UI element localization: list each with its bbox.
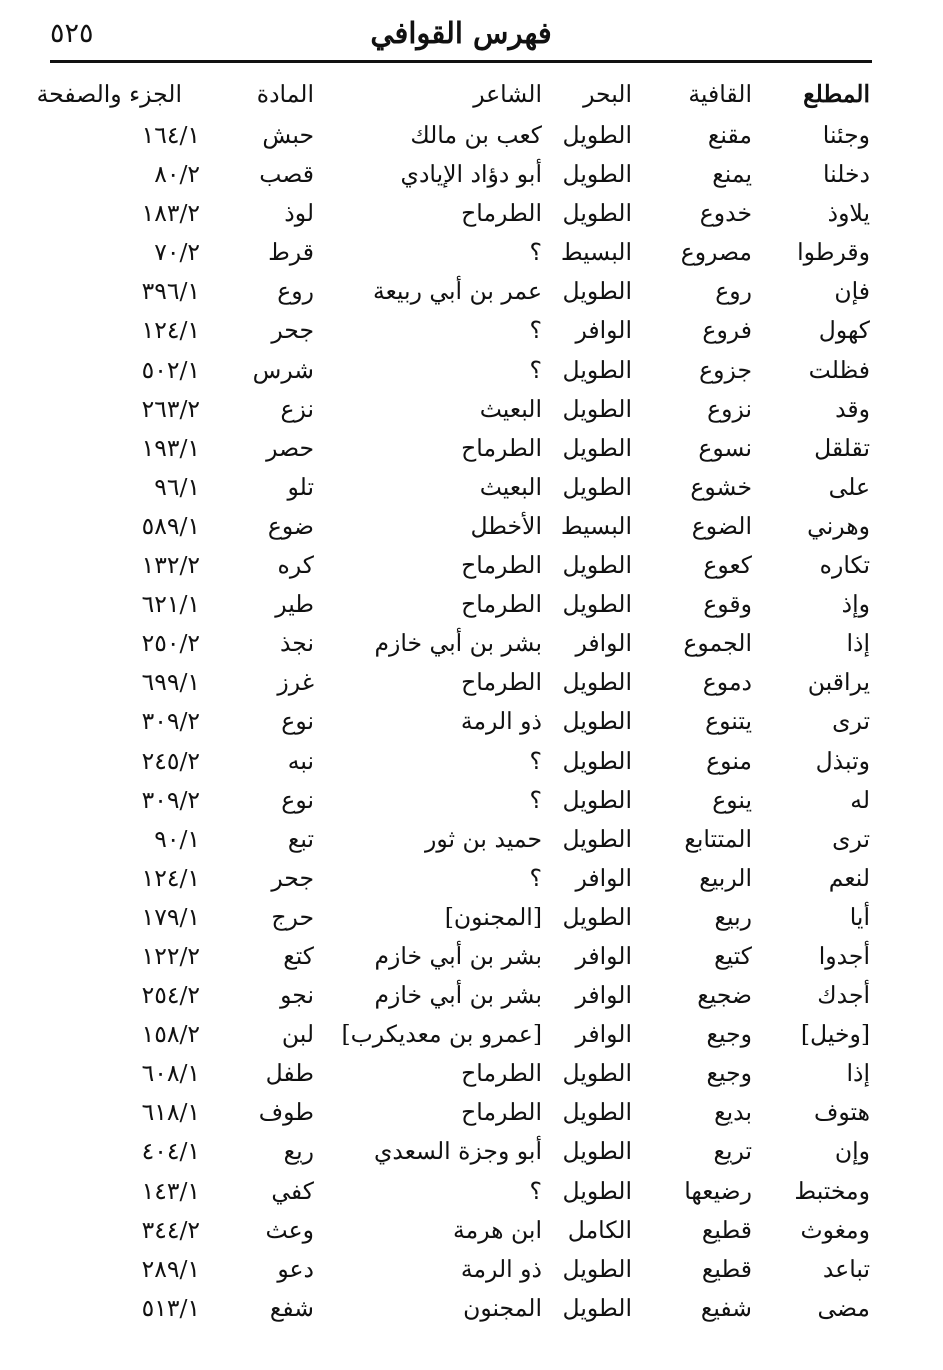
- cell-meter: الوافر: [575, 629, 632, 658]
- column-header-meter: البحر: [583, 80, 632, 108]
- cell-root: دعو: [277, 1254, 314, 1283]
- cell-poet: الطرماح: [461, 551, 542, 580]
- table-row: [50, 429, 872, 468]
- cell-poet: ابن هرمة: [453, 1215, 542, 1244]
- cell-rhyme: قطيع: [701, 1215, 752, 1244]
- cell-volume-page: ٣٤٤/٢: [141, 1215, 200, 1244]
- table-row: [50, 390, 872, 429]
- page-header: [50, 14, 872, 58]
- cell-meter: الوافر: [575, 941, 632, 970]
- cell-volume-page: ٧٠/٢: [154, 238, 200, 267]
- cell-opening: دخلنا: [822, 160, 870, 189]
- cell-meter: الطويل: [562, 1137, 632, 1166]
- cell-poet: عمر بن أبي ربيعة: [373, 277, 542, 306]
- table-row: [50, 194, 872, 233]
- table-row: [50, 820, 872, 859]
- cell-poet: أبو وجزة السعدي: [373, 1137, 542, 1166]
- cell-meter: الطويل: [562, 902, 632, 931]
- cell-meter: الطويل: [562, 355, 632, 384]
- cell-opening: هتوف: [814, 1098, 870, 1127]
- cell-root: حصر: [266, 433, 314, 462]
- cell-rhyme: وجيع: [706, 1020, 752, 1049]
- cell-rhyme: فروع: [702, 316, 752, 345]
- cell-volume-page: ١٢٤/١: [141, 316, 200, 345]
- cell-meter: الطويل: [562, 1293, 632, 1322]
- cell-rhyme: منوع: [706, 746, 752, 775]
- cell-opening: وإن: [834, 1137, 870, 1166]
- cell-volume-page: ١٨٣/٢: [141, 199, 200, 228]
- cell-opening: على: [828, 472, 870, 501]
- cell-poet: الطرماح: [461, 668, 542, 697]
- cell-opening: إذا: [846, 1059, 870, 1088]
- table-header-row: [36, 74, 872, 116]
- cell-root: كتع: [283, 941, 314, 970]
- cell-volume-page: ٦٠٨/١: [141, 1059, 200, 1088]
- cell-rhyme: الربيع: [699, 863, 752, 892]
- table-row: [50, 976, 872, 1015]
- cell-meter: الطويل: [562, 1059, 632, 1088]
- cell-meter: الطويل: [562, 785, 632, 814]
- cell-meter: الطويل: [562, 824, 632, 853]
- cell-root: طير: [275, 590, 314, 619]
- table-row: [50, 468, 872, 507]
- cell-opening: وقرطوا: [797, 238, 870, 267]
- page-number: ٥٢٥: [50, 18, 94, 49]
- cell-volume-page: ٢٥٠/٢: [141, 629, 200, 658]
- cell-opening: وجئنا: [822, 121, 870, 149]
- cell-opening: لنعم: [828, 863, 870, 892]
- cell-meter: الكامل: [567, 1215, 632, 1244]
- table-row: [50, 742, 872, 781]
- cell-rhyme: شفيع: [700, 1293, 752, 1322]
- cell-meter: الطويل: [562, 433, 632, 462]
- cell-meter: الطويل: [562, 472, 632, 501]
- cell-volume-page: ٢٦٣/٢: [141, 394, 200, 423]
- cell-volume-page: ٦٢١/١: [141, 590, 200, 619]
- cell-volume-page: ٦٩٩/١: [141, 668, 200, 697]
- cell-opening: تكاره: [819, 551, 870, 580]
- cell-opening: أجدك: [817, 981, 870, 1010]
- cell-root: شفع: [269, 1293, 314, 1322]
- cell-opening: وهرني: [807, 511, 870, 540]
- cell-poet: بشر بن أبي خازم: [374, 629, 542, 658]
- table-row: [50, 1015, 872, 1054]
- cell-rhyme: قطيع: [701, 1254, 752, 1283]
- cell-poet: [عمرو بن معديكرب]: [341, 1020, 542, 1049]
- table-row: [50, 663, 872, 702]
- cell-meter: الوافر: [575, 863, 632, 892]
- cell-poet: الطرماح: [461, 590, 542, 619]
- cell-poet: ذو الرمة: [460, 1254, 542, 1283]
- table-row: [50, 1172, 872, 1211]
- cell-volume-page: ١٢٤/١: [141, 863, 200, 892]
- column-header-poet: الشاعر: [473, 80, 542, 108]
- column-header-volume-page: الجزء والصفحة: [36, 80, 182, 108]
- cell-meter: الطويل: [562, 1254, 632, 1283]
- cell-rhyme: يمنع: [712, 160, 752, 189]
- cell-volume-page: ١٩٣/١: [141, 433, 200, 462]
- cell-opening: أيا: [849, 902, 870, 931]
- cell-volume-page: ١٤٣/١: [141, 1176, 200, 1205]
- cell-poet: الطرماح: [461, 1059, 542, 1088]
- cell-poet: ؟: [529, 785, 542, 814]
- column-header-root: المادة: [256, 80, 314, 108]
- table-row: [50, 546, 872, 585]
- cell-volume-page: ٥٨٩/١: [141, 511, 200, 540]
- table-row: [50, 233, 872, 272]
- table-row: [50, 624, 872, 663]
- cell-meter: الطويل: [562, 590, 632, 619]
- cell-poet: بشر بن أبي خازم: [374, 981, 542, 1010]
- table-row: [50, 1132, 872, 1171]
- cell-poet: البعيث: [479, 394, 542, 423]
- cell-meter: الطويل: [562, 160, 632, 189]
- cell-meter: الطويل: [562, 277, 632, 306]
- cell-volume-page: ٥٠٢/١: [141, 355, 200, 384]
- cell-meter: الوافر: [575, 1020, 632, 1049]
- cell-root: شرس: [252, 355, 314, 384]
- cell-root: تلو: [287, 472, 314, 501]
- cell-volume-page: ١٦٤/١: [141, 121, 200, 149]
- cell-root: نوع: [281, 785, 314, 814]
- cell-rhyme: الضوع: [691, 511, 752, 540]
- table-row: [50, 311, 872, 350]
- cell-rhyme: خدوع: [699, 199, 752, 228]
- cell-poet: بشر بن أبي خازم: [374, 941, 542, 970]
- cell-poet: البعيث: [479, 472, 542, 501]
- cell-poet: المجنون: [463, 1293, 542, 1322]
- cell-opening: وقد: [835, 394, 870, 423]
- cell-root: طوف: [258, 1098, 314, 1127]
- cell-meter: الطويل: [562, 199, 632, 228]
- table-row: [50, 155, 872, 194]
- cell-meter: البسيط: [560, 511, 632, 540]
- table-row: [50, 1054, 872, 1093]
- cell-root: نزع: [280, 394, 314, 423]
- cell-root: غرز: [277, 668, 314, 697]
- cell-volume-page: ٣٠٩/٢: [141, 785, 200, 814]
- table-row: [50, 1093, 872, 1132]
- cell-volume-page: ٣٩٦/١: [141, 277, 200, 306]
- cell-poet: الطرماح: [461, 433, 542, 462]
- cell-volume-page: ١٧٩/١: [141, 902, 200, 931]
- table-row: [50, 272, 872, 311]
- column-header-opening: المطلع: [803, 80, 870, 108]
- cell-root: نوع: [281, 707, 314, 736]
- cell-root: جحر: [271, 316, 314, 345]
- table-row: [50, 351, 872, 390]
- cell-rhyme: كتيع: [714, 941, 752, 970]
- page-title: فهرس القوافي: [370, 16, 552, 50]
- cell-poet: أبو دؤاد الإيادي: [400, 160, 542, 189]
- cell-opening: كهول: [818, 316, 870, 345]
- cell-root: طفل: [265, 1059, 314, 1088]
- cell-root: روع: [277, 277, 314, 306]
- cell-opening: تقلقل: [814, 433, 870, 462]
- cell-opening: له: [850, 785, 870, 814]
- table-row: [50, 585, 872, 624]
- table-row: [50, 898, 872, 937]
- cell-poet: ؟: [529, 238, 542, 267]
- cell-opening: ترى: [832, 707, 870, 736]
- cell-rhyme: ينوع: [712, 785, 752, 814]
- cell-root: ضوع: [267, 511, 314, 540]
- cell-rhyme: نزوع: [707, 394, 752, 423]
- table-row: [50, 116, 872, 155]
- cell-root: حبش: [262, 121, 314, 149]
- cell-volume-page: ١٢٢/٢: [141, 941, 200, 970]
- cell-poet: ؟: [529, 355, 542, 384]
- table-row: [50, 937, 872, 976]
- cell-opening: ترى: [832, 824, 870, 853]
- cell-rhyme: جزوع: [699, 355, 752, 384]
- cell-volume-page: ٣٠٩/٢: [141, 707, 200, 736]
- cell-rhyme: خشوع: [690, 472, 752, 501]
- cell-rhyme: المتتابع: [684, 824, 752, 853]
- cell-opening: ومختبط: [794, 1176, 870, 1205]
- cell-volume-page: ٩٦/١: [154, 472, 200, 501]
- cell-poet: [المجنون]: [444, 902, 542, 931]
- cell-opening: ومغوث: [800, 1215, 870, 1244]
- cell-root: حرج: [271, 902, 314, 931]
- table-row: [50, 1211, 872, 1250]
- cell-poet: ؟: [529, 1176, 542, 1205]
- cell-opening: يراقبن: [807, 668, 870, 697]
- table-row: [50, 1250, 872, 1289]
- cell-rhyme: نسوع: [698, 433, 752, 462]
- cell-meter: الطويل: [562, 121, 632, 149]
- cell-opening: يلاوذ: [827, 199, 870, 228]
- rhyme-index-table: [36, 74, 872, 1328]
- cell-opening: تباعد: [822, 1254, 870, 1283]
- cell-root: كره: [277, 551, 314, 580]
- cell-meter: الوافر: [575, 981, 632, 1010]
- cell-volume-page: ٨٠/٢: [154, 160, 200, 189]
- cell-opening: وإذ: [841, 590, 870, 619]
- cell-poet: ؟: [529, 316, 542, 345]
- cell-meter: الوافر: [575, 316, 632, 345]
- cell-rhyme: تريع: [713, 1137, 752, 1166]
- cell-poet: كعب بن مالك: [410, 121, 542, 149]
- table-row: [50, 507, 872, 546]
- cell-meter: الطويل: [562, 746, 632, 775]
- cell-rhyme: يتنوع: [705, 707, 752, 736]
- cell-opening: مضى: [817, 1293, 870, 1322]
- table-row: [50, 702, 872, 741]
- column-header-rhyme: القافية: [688, 80, 752, 108]
- cell-root: تبع: [287, 824, 314, 853]
- cell-root: ريع: [283, 1137, 314, 1166]
- cell-rhyme: وقوع: [703, 590, 752, 619]
- cell-rhyme: الجموع: [683, 629, 752, 658]
- table-row: [50, 781, 872, 820]
- cell-meter: الطويل: [562, 551, 632, 580]
- cell-volume-page: ٩٠/١: [154, 824, 200, 853]
- cell-root: قصب: [259, 160, 314, 189]
- cell-volume-page: ٥١٣/١: [141, 1293, 200, 1322]
- cell-opening: إذا: [846, 629, 870, 658]
- cell-opening: وتبذل: [815, 746, 870, 775]
- cell-rhyme: دموع: [702, 668, 752, 697]
- cell-volume-page: ٢٨٩/١: [141, 1254, 200, 1283]
- table-row: [50, 859, 872, 898]
- cell-volume-page: ١٥٨/٢: [141, 1020, 200, 1049]
- cell-volume-page: ٦١٨/١: [141, 1098, 200, 1127]
- table-body: [50, 116, 872, 1328]
- table-row: [50, 1289, 872, 1328]
- cell-meter: الطويل: [562, 394, 632, 423]
- cell-meter: البسيط: [560, 238, 632, 267]
- cell-root: وعث: [265, 1215, 314, 1244]
- cell-poet: الطرماح: [461, 199, 542, 228]
- cell-meter: الطويل: [562, 707, 632, 736]
- cell-poet: ؟: [529, 863, 542, 892]
- cell-root: لبن: [281, 1020, 314, 1049]
- cell-volume-page: ١٣٢/٢: [141, 551, 200, 580]
- cell-poet: ذو الرمة: [460, 707, 542, 736]
- cell-poet: الطرماح: [461, 1098, 542, 1127]
- cell-root: كفي: [271, 1176, 314, 1205]
- cell-root: نجذ: [279, 629, 314, 658]
- cell-rhyme: رضيعها: [684, 1176, 752, 1205]
- cell-opening: [وخيل]: [800, 1020, 870, 1049]
- cell-rhyme: مصروع: [680, 238, 752, 267]
- cell-volume-page: ٢٤٥/٢: [141, 746, 200, 775]
- cell-poet: ؟: [529, 746, 542, 775]
- cell-rhyme: ضجيع: [697, 981, 752, 1010]
- cell-rhyme: مقنع: [707, 121, 752, 149]
- cell-meter: الطويل: [562, 1176, 632, 1205]
- cell-root: قرط: [268, 238, 314, 267]
- cell-volume-page: ٤٠٤/١: [141, 1137, 200, 1166]
- cell-volume-page: ٢٥٤/٢: [141, 981, 200, 1010]
- cell-poet: الأخطل: [470, 511, 542, 540]
- cell-rhyme: روع: [715, 277, 752, 306]
- cell-rhyme: بديع: [714, 1098, 752, 1127]
- cell-root: جحر: [271, 863, 314, 892]
- cell-root: لوذ: [284, 199, 314, 228]
- cell-meter: الطويل: [562, 668, 632, 697]
- cell-root: نجو: [280, 981, 314, 1010]
- cell-rhyme: ربيع: [714, 902, 752, 931]
- cell-opening: فظلت: [808, 355, 870, 384]
- cell-opening: فإن: [834, 277, 870, 306]
- header-rule: [50, 60, 872, 63]
- cell-poet: حميد بن ثور: [425, 824, 542, 853]
- cell-meter: الطويل: [562, 1098, 632, 1127]
- cell-rhyme: وجيع: [706, 1059, 752, 1088]
- cell-rhyme: كعوع: [703, 551, 752, 580]
- cell-opening: أجدوا: [818, 941, 870, 970]
- cell-root: نبه: [287, 746, 314, 775]
